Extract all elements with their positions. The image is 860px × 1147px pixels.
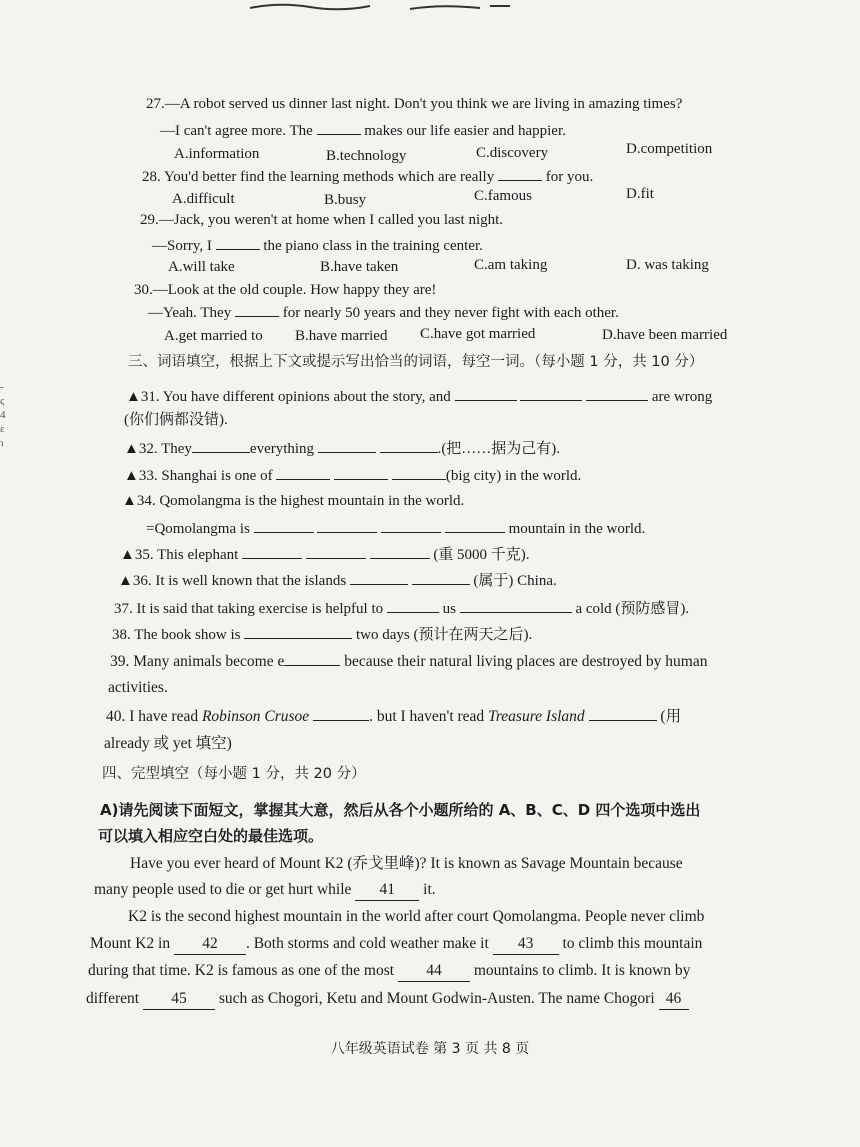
page-footer: 八年级英语试卷 第 3 页 共 8 页: [330, 1041, 530, 1057]
q30-stem: 30.—Look at the old couple. How happy they are!: [134, 282, 437, 298]
q36-blank-2[interactable]: [412, 570, 470, 585]
cloze-blank-41[interactable]: 41: [355, 880, 419, 901]
q27-option-d[interactable]: D.competition: [626, 141, 713, 157]
q34-blank-3[interactable]: [381, 518, 441, 533]
left-edge-marks: - ς 4 ε ɿ: [0, 381, 6, 449]
q31-blank-3[interactable]: [586, 386, 648, 401]
q31-line: ▲31. You have different opinions about the story, and are wrong: [126, 386, 712, 407]
q29-stem: 29.—Jack, you weren't at home when I called you last night.: [140, 212, 504, 228]
passage-p1-line1: Have you ever heard of Mount K2 (乔戈里峰)? It is known as Savage Mountain because: [130, 855, 683, 872]
q40-cont: already 或 yet 填空): [104, 735, 232, 752]
q28-option-a[interactable]: A.difficult: [172, 191, 235, 207]
cloze-blank-42[interactable]: 42: [174, 934, 246, 955]
q33-blank-2[interactable]: [334, 465, 388, 480]
q28-option-c[interactable]: C.famous: [474, 188, 532, 204]
q31-blank-1[interactable]: [455, 386, 517, 401]
q37-line: 37. It is said that taking exercise is helpful to us a cold (预防感冒).: [114, 598, 689, 619]
passage-p2-line3: during that time. K2 is famous as one of the most 44 mountains to climb. It is known by: [88, 961, 690, 982]
q38-blank-1[interactable]: [244, 624, 298, 639]
q28-option-b[interactable]: B.busy: [324, 192, 367, 208]
q27-option-b[interactable]: B.technology: [326, 148, 407, 164]
q27-option-a[interactable]: A.information: [174, 146, 260, 162]
passage-p1-line2: many people used to die or get hurt while 41 it.: [94, 880, 436, 901]
section4-instruction-1: A)请先阅读下面短文，掌握其大意，然后从各个小题所给的 A、B、C、D 四个选项中选出: [100, 801, 701, 819]
q29-blank[interactable]: [216, 235, 260, 250]
section4-heading: 四、完型填空（每小题 1 分，共 20 分）: [102, 766, 366, 782]
passage-p2-line4: different 45 such as Chogori, Ketu and Mount Godwin-Austen. The name Chogori 46: [86, 989, 689, 1010]
q32-blank-1[interactable]: [192, 438, 250, 453]
passage-p2-line2: Mount K2 in 42 . Both storms and cold weather make it 43 to climb this mountain: [90, 934, 702, 955]
q34-stem: ▲34. Qomolangma is the highest mountain in the world.: [122, 493, 465, 509]
q27-stem: 27.—A robot served us dinner last night. Don't you think we are living in amazing times?: [146, 96, 683, 112]
q37-blank-3[interactable]: [516, 598, 572, 613]
cloze-blank-43[interactable]: 43: [493, 934, 559, 955]
q32-blank-2[interactable]: [318, 438, 376, 453]
section3-heading: 三、词语填空，根据上下文或提示写出恰当的词语，每空一词。（每小题 1 分，共 10 分）: [128, 354, 704, 370]
q36-blank-1[interactable]: [350, 570, 408, 585]
q32-blank-3[interactable]: [380, 438, 438, 453]
cloze-blank-45[interactable]: 45: [143, 989, 215, 1010]
q39-blank[interactable]: [284, 651, 340, 666]
q35-line: ▲35. This elephant (重 5000 千克).: [120, 544, 530, 565]
q33-blank-3[interactable]: [392, 465, 446, 480]
q37-blank-2[interactable]: [460, 598, 516, 613]
q34-blank-1[interactable]: [254, 518, 314, 533]
q38-line: 38. The book show is two days (预计在两天之后).: [112, 624, 532, 645]
q30-reply: —Yeah. They for nearly 50 years and they never fight with each other.: [148, 302, 619, 323]
top-cut-fragment: [240, 0, 540, 12]
q34-blank-4[interactable]: [445, 518, 505, 533]
q29-reply: —Sorry, I the piano class in the training center.: [152, 235, 483, 256]
section4-instruction-2: 可以填入相应空白处的最佳选项。: [98, 827, 324, 845]
q34-line: =Qomolangma is mountain in the world.: [146, 518, 645, 539]
q37-blank-1[interactable]: [387, 598, 439, 613]
q27-option-c[interactable]: C.discovery: [476, 145, 549, 161]
q27-blank[interactable]: [317, 120, 361, 135]
q30-option-b[interactable]: B.have married: [295, 328, 388, 344]
q29-option-d[interactable]: D. was taking: [626, 257, 709, 273]
q31-hint: (你们俩都没错).: [124, 412, 228, 428]
q32-line: ▲32. They everything .(把……据为己有).: [124, 438, 560, 459]
q39-line: 39. Many animals become e because their natural living places are destroyed by human: [110, 653, 708, 670]
q28-option-d[interactable]: D.fit: [626, 186, 654, 202]
q29-option-c[interactable]: C.am taking: [474, 257, 548, 273]
q40-line: 40. I have read Robinson Crusoe . but I haven't read Treasure Island (用: [106, 708, 682, 725]
q29-option-a[interactable]: A.will take: [168, 259, 235, 275]
q29-option-b[interactable]: B.have taken: [320, 259, 399, 275]
q40-blank-2[interactable]: [589, 706, 657, 721]
q28-stem: 28. You'd better find the learning methods which are really for you.: [142, 166, 593, 187]
q40-blank-1[interactable]: [313, 706, 369, 721]
q27-reply: —I can't agree more. The makes our life easier and happier.: [160, 120, 566, 141]
q36-line: ▲36. It is well known that the islands (属于) China.: [118, 570, 557, 591]
q30-option-c[interactable]: C.have got married: [420, 326, 536, 342]
q31-blank-2[interactable]: [520, 386, 582, 401]
cloze-blank-46[interactable]: 46: [659, 989, 689, 1010]
passage-p2-line1: K2 is the second highest mountain in the world after court Qomolangma. People never climb: [128, 908, 705, 925]
q39-cont: activities.: [108, 679, 168, 696]
q30-option-a[interactable]: A.get married to: [164, 328, 263, 344]
q33-blank-1[interactable]: [276, 465, 330, 480]
q35-blank-3[interactable]: [370, 544, 430, 559]
q35-blank-1[interactable]: [242, 544, 302, 559]
cloze-blank-44[interactable]: 44: [398, 961, 470, 982]
q28-blank[interactable]: [498, 166, 542, 181]
q34-blank-2[interactable]: [317, 518, 377, 533]
q30-blank[interactable]: [235, 302, 279, 317]
q33-line: ▲33. Shanghai is one of (big city) in the world.: [124, 465, 581, 486]
q38-blank-2[interactable]: [298, 624, 352, 639]
q30-option-d[interactable]: D.have been married: [602, 327, 728, 343]
q35-blank-2[interactable]: [306, 544, 366, 559]
